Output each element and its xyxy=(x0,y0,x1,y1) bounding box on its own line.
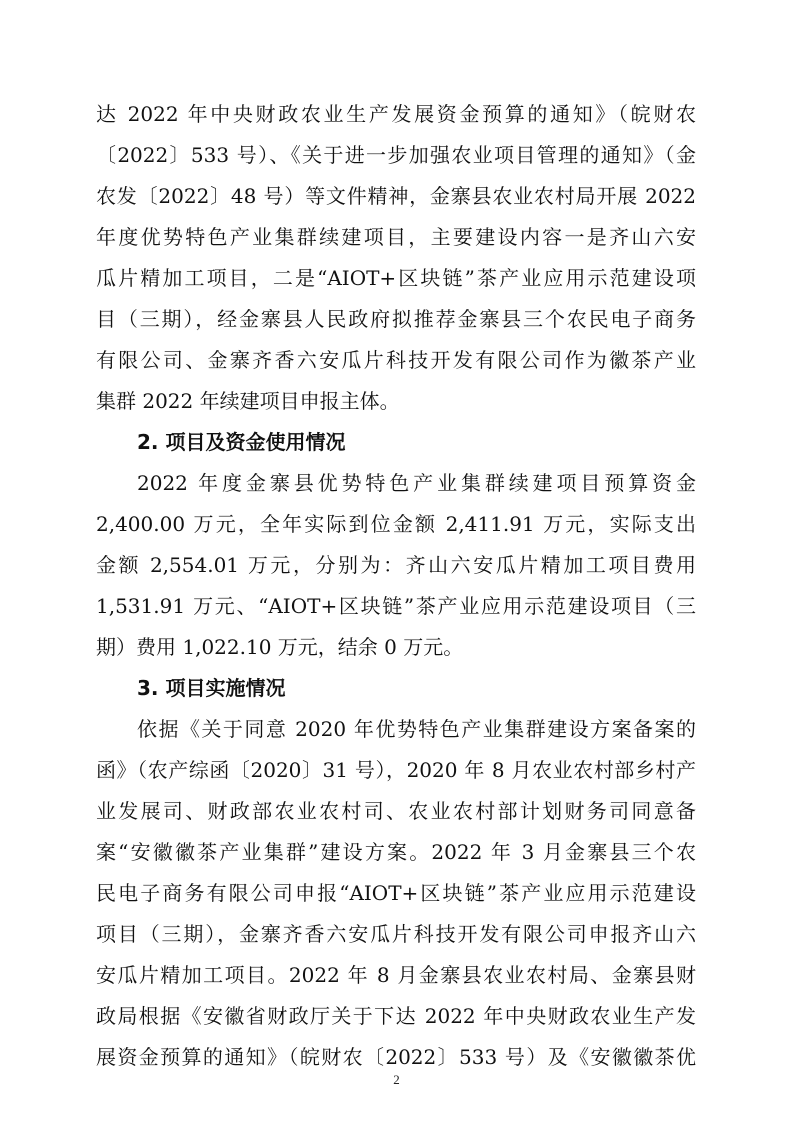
paragraph-line: 业发展司、财政部农业农村司、农业农村部计划财务司同意备 xyxy=(96,799,696,823)
paragraph-line: 民电子商务有限公司申报“AIOT+区块链”茶产业应用示范建设 xyxy=(96,881,696,905)
paragraph-line: 案“安徽徽茶产业集群”建设方案。2022 年 3 月金寨县三个农 xyxy=(96,840,696,864)
paragraph-line: 目（三期），经金寨县人民政府拟推荐金寨县三个农民电子商务 xyxy=(96,307,696,331)
paragraph-line: 有限公司、金寨齐香六安瓜片科技开发有限公司作为徽茶产业 xyxy=(96,348,696,372)
page-number: 2 xyxy=(393,1072,400,1087)
paragraph-line: 金额 2,554.01 万元，分别为：齐山六安瓜片精加工项目费用 xyxy=(96,553,696,577)
paragraph-line: 〔2022〕533 号）、《关于进一步加强农业项目管理的通知》（金 xyxy=(96,143,696,167)
section-heading: 3. 项目实施情况 xyxy=(137,676,286,700)
paragraph-line: 达 2022 年中央财政农业生产发展资金预算的通知》（皖财农 xyxy=(96,102,696,126)
paragraph-line: 展资金预算的通知》（皖财农〔2022〕533 号）及《安徽徽茶优 xyxy=(96,1045,696,1069)
paragraph-line: 政局根据《安徽省财政厅关于下达 2022 年中央财政农业生产发 xyxy=(96,1004,696,1028)
section-heading: 2. 项目及资金使用情况 xyxy=(137,430,346,454)
paragraph-line: 农发〔2022〕48 号）等文件精神，金寨县农业农村局开展 2022 xyxy=(96,184,696,208)
paragraph-line: 2,400.00 万元，全年实际到位金额 2,411.91 万元，实际支出 xyxy=(96,512,696,536)
paragraph-line: 依据《关于同意 2020 年优势特色产业集群建设方案备案的 xyxy=(137,717,696,741)
paragraph-line: 年度优势特色产业集群续建项目，主要建设内容一是齐山六安 xyxy=(96,225,696,249)
paragraph-line: 函》（农产综函〔2020〕31 号），2020 年 8 月农业农村部乡村产 xyxy=(96,758,696,782)
paragraph-line: 1,531.91 万元、“AIOT+区块链”茶产业应用示范建设项目（三 xyxy=(96,594,696,618)
paragraph-line: 集群 2022 年续建项目申报主体。 xyxy=(96,389,400,413)
paragraph-line: 2022 年度金寨县优势特色产业集群续建项目预算资金 xyxy=(137,471,696,495)
paragraph-line: 安瓜片精加工项目。2022 年 8 月金寨县农业农村局、金寨县财 xyxy=(96,963,696,987)
paragraph-line: 期）费用 1,022.10 万元，结余 0 万元。 xyxy=(96,635,464,659)
paragraph-line: 瓜片精加工项目，二是“AIOT+区块链”茶产业应用示范建设项 xyxy=(96,266,696,290)
paragraph-line: 项目（三期），金寨齐香六安瓜片科技开发有限公司申报齐山六 xyxy=(96,922,696,946)
